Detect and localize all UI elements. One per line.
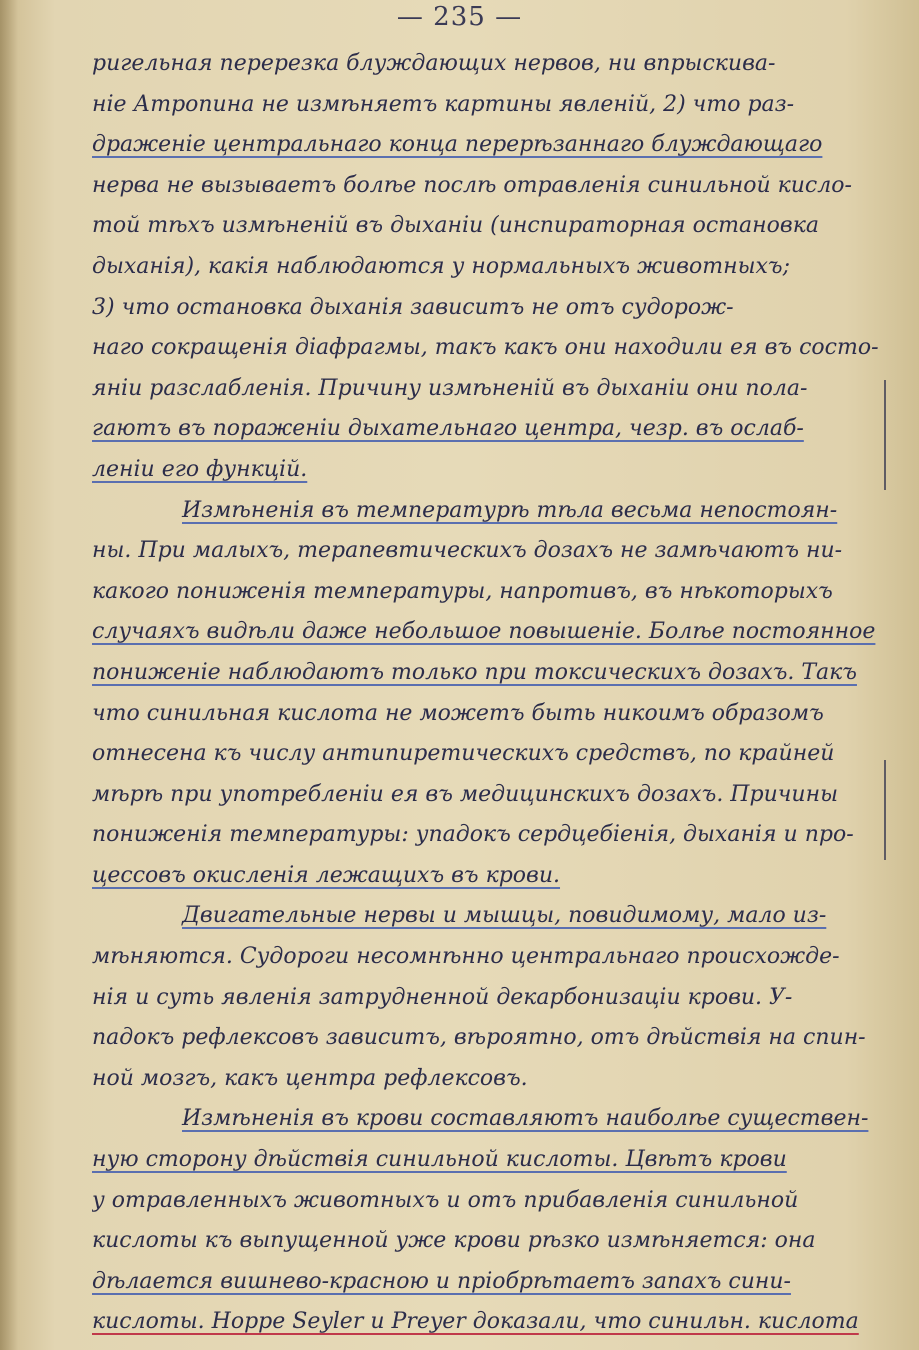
manuscript-line-text: Двигательные нервы и мышцы, повидимому, мало из- [182,903,827,929]
manuscript-line [92,247,892,288]
manuscript-line [92,328,892,369]
manuscript-line-text: случаяхъ видѣли даже небольшое повышеніе. Болѣе постоянное [92,619,876,645]
manuscript-line [92,44,892,85]
manuscript-line-text: мѣрѣ при употребленіи ея въ медицинскихъ дозахъ. Причины [92,781,839,807]
manuscript-line-text: ригельная перерезка блуждающих нервов, ни впрыскива- [92,51,776,76]
manuscript-line [92,856,892,897]
manuscript-line-text: наго сокращенія діафрагмы, такъ какъ они находили ея въ состо- [92,335,879,361]
manuscript-line-text: драженіе центральнаго конца перерѣзаннаго блуждающаго [92,132,823,158]
manuscript-line [92,1140,892,1181]
manuscript-line-text: 3) что остановка дыханія зависитъ не отъ судорож- [92,294,734,320]
manuscript-line-text: кислоты къ выпущенной уже крови рѣзко измѣняется: она [92,1228,816,1254]
manuscript-line [92,125,892,166]
manuscript-line [92,166,892,207]
manuscript-line-text: ной мозгъ, какъ центра рефлексовъ. [92,1065,528,1091]
manuscript-line-text: ную сторону дѣйствія синильной кислоты. Цвѣтъ крови [92,1147,787,1173]
manuscript-line-text: Измѣненія въ крови составляютъ наиболѣе существен- [182,1106,869,1132]
manuscript-line [92,1221,892,1262]
manuscript-line-text: Измѣненія въ температурѣ тѣла весьма непостоян- [182,497,838,523]
manuscript-line [92,694,892,735]
manuscript-line [92,491,892,532]
page-edge-shadow [0,0,18,1350]
manuscript-line-text: яніи разслабленія. Причину измѣненій въ дыханіи они пола- [92,375,808,401]
manuscript-line [92,1018,892,1059]
manuscript-line-text: нерва не вызываетъ болѣе послѣ отравленія синильной кисло- [92,172,852,198]
manuscript-line [92,734,892,775]
manuscript-line-text: пониженіе наблюдаютъ только при токсическихъ дозахъ. Такъ [92,659,857,685]
manuscript-line [92,896,892,937]
manuscript-line [92,815,892,856]
manuscript-line [92,1099,892,1140]
manuscript-line [92,85,892,126]
manuscript-line [92,1262,892,1303]
manuscript-line [92,409,892,450]
manuscript-line-text: гаютъ въ пораженіи дыхательнаго центра, чезр. въ ослаб- [92,416,804,442]
manuscript-line-text: мѣняются. Судороги несомнѣнно центральнаго происхожде- [92,944,840,970]
manuscript-line-text: той тѣхъ измѣненій въ дыханіи (инспираторная остановка [92,213,819,239]
manuscript-line [92,978,892,1019]
manuscript-line-text: дѣлается вишнево-красною и пріобрѣтаетъ запахъ сини- [92,1268,791,1294]
manuscript-line-text: леніи его функцій. [92,456,308,482]
manuscript-line [92,206,892,247]
manuscript-line [92,653,892,694]
manuscript-line-text: нія и суть явленія затрудненной декарбонизаціи крови. У- [92,984,793,1010]
manuscript-line-text: падокъ рефлексовъ зависитъ, вѣроятно, отъ дѣйствія на спин- [92,1025,866,1051]
manuscript-line [92,937,892,978]
manuscript-line-text: цессовъ окисленія лежащихъ въ крови. [92,862,561,888]
manuscript-line-text: пониженія температуры: упадокъ сердцебіенія, дыханія и про- [92,822,854,848]
manuscript-line-text: дыханія), какія наблюдаются у нормальныхъ животныхъ; [92,253,790,279]
manuscript-line-text: у отравленныхъ животныхъ и отъ прибавленія синильной [92,1187,799,1213]
manuscript-line [92,775,892,816]
manuscript-line [92,1302,892,1343]
manuscript-line [92,572,892,613]
manuscript-line [92,288,892,329]
manuscript-line [92,450,892,491]
page-number: — 235 — [396,2,523,32]
manuscript-line-text: какого пониженія температуры, напротивъ, въ нѣкоторыхъ [92,578,833,604]
manuscript-line [92,1059,892,1100]
manuscript-line-text: отнесена къ числу антипиретическихъ средствъ, по крайней [92,741,835,767]
manuscript-line-text: кислоты. Hoppe Seyler и Preyer доказали, что синильн. кислота [92,1309,859,1335]
margin-bracket-mark [884,760,886,860]
manuscript-line [92,531,892,572]
manuscript-line-text: ны. При малыхъ, терапевтическихъ дозахъ не замѣчаютъ ни- [92,538,843,564]
manuscript-line-text: что синильная кислота не можетъ быть никоимъ образомъ [92,700,824,726]
manuscript-line [92,1181,892,1222]
manuscript-line [92,612,892,653]
margin-bracket-mark [884,380,886,490]
manuscript-line-text: ніе Атропина не измѣняетъ картины явленій, 2) что раз- [92,91,795,117]
handwritten-text-block [92,44,892,1343]
manuscript-line [92,369,892,410]
